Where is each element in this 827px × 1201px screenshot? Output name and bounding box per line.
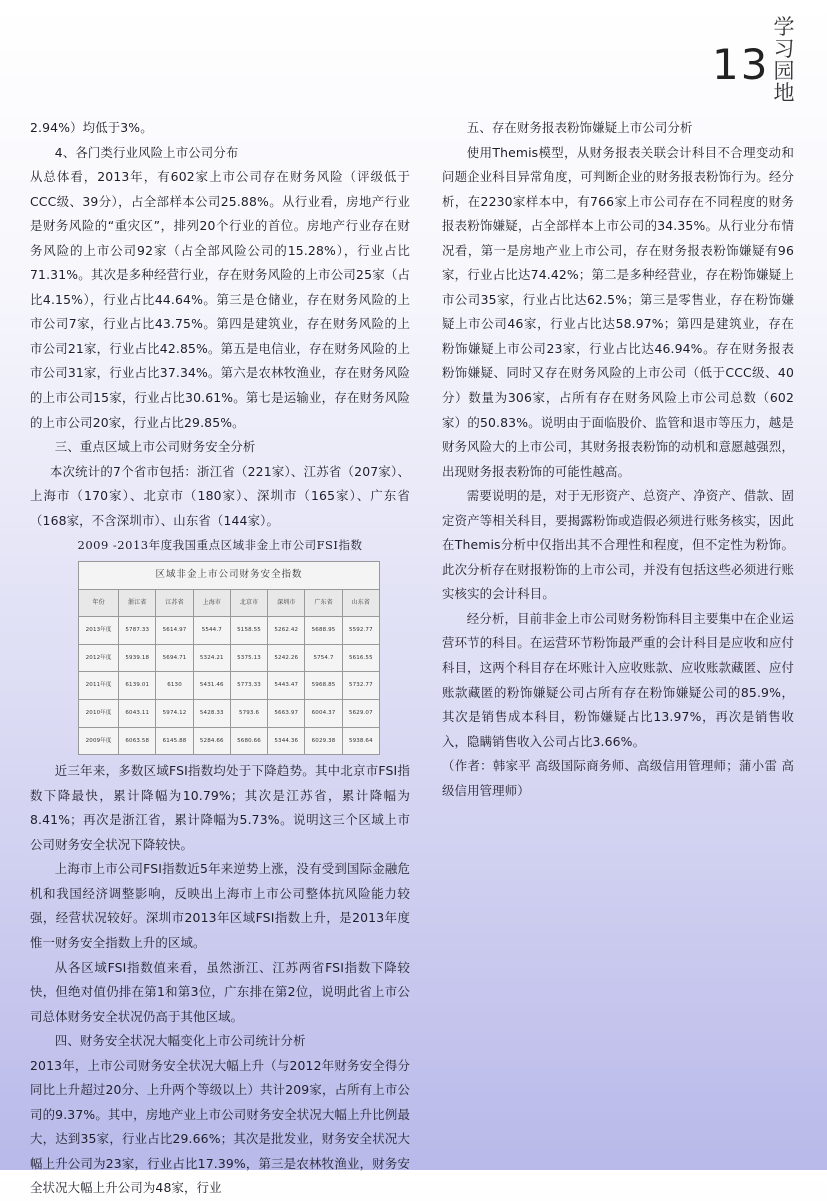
table-row	[79, 700, 380, 728]
paragraph: 需要说明的是，对于无形资产、总资产、净资产、借款、固定资产等相关科目，要揭露粉饰或造假必须进行账务核实，因此在Themis分析中仅指出其不合理性和程度，但不定性为粉饰。此次分析存在财报粉饰的上市公司，并没有包括这些必须进行账实核实的会计科目。	[442, 488, 794, 602]
table-cell: 5592.77	[342, 617, 379, 645]
table-cell: 5242.26	[268, 644, 305, 672]
table-cell: 5431.46	[193, 672, 230, 700]
table-cell: 5694.71	[156, 644, 193, 672]
table-cell: 6029.38	[305, 727, 342, 755]
paragraph: 从各区域FSI指数值来看，虽然浙江、江苏两省FSI指数下降较快，但绝对值仍排在第1和第3位，广东排在第2位，说明此省上市公司总体财务安全状况仍高于其他区域。	[30, 959, 410, 1024]
table-header: 山东省	[342, 589, 379, 617]
section-heading: 五、存在财务报表粉饰嫌疑上市公司分析	[466, 120, 693, 135]
table-cell: 5284.66	[193, 727, 230, 755]
author-note: （作者：韩家平 高级国际商务师、高级信用管理师；蒲小雷 高级信用管理师）	[442, 758, 794, 798]
table-row	[79, 727, 380, 755]
masthead-char: 学	[773, 15, 795, 39]
table-cell: 2009年度	[79, 727, 119, 755]
table-row	[79, 644, 380, 672]
table-header: 上海市	[193, 589, 230, 617]
paragraph: 上海市上市公司FSI指数近5年来逆势上涨，没有受到国际金融危机和我国经济调整影响，反映出上海市上市公司整体抗风险能力较强，经营状况较好。深圳市2013年区域FSI指数上升，是2013年度惟一财务安全指数上升的区域。	[30, 861, 410, 950]
table-header: 深圳市	[268, 589, 305, 617]
table-cell: 5974.12	[156, 700, 193, 728]
table-title: 区域非金上市公司财务安全指数	[79, 562, 380, 590]
table-cell: 5629.07	[342, 700, 379, 728]
section-heading: 四、财务安全状况大幅变化上市公司统计分析	[54, 1033, 306, 1049]
paragraph: 2013年，上市公司财务安全状况大幅上升（与2012年财务安全得分同比上升超过20分、上升两个等级以上）共计209家，占所有上市公司的9.37%。其中，房地产业上市公司财务安全状况大幅上升比例最大，达到35家，行业占比29.66%；其次是批发业，财务安全状况大幅上升公司为23家，行业占比17.39%，第三是农林牧渔业，财务安全状况大幅上升公司为48家，行业	[30, 1057, 410, 1196]
table-cell: 5324.21	[193, 644, 230, 672]
table-header: 浙江省	[119, 589, 156, 617]
table-cell: 5732.77	[342, 672, 379, 700]
table-cell: 5428.33	[193, 700, 230, 728]
table-cell: 5663.97	[268, 700, 305, 728]
masthead-char: 园	[773, 59, 795, 83]
table-cell: 5773.33	[230, 672, 267, 700]
table-cell: 5614.97	[156, 617, 193, 645]
table-cell: 5262.42	[268, 617, 305, 645]
table-cell: 5938.64	[342, 727, 379, 755]
table-header: 北京市	[230, 589, 267, 617]
table-header: 江苏省	[156, 589, 193, 617]
fsi-table	[78, 561, 380, 755]
table-cell: 6004.37	[305, 700, 342, 728]
table-cell: 5680.66	[230, 727, 267, 755]
table-cell: 5787.33	[119, 617, 156, 645]
paragraph: 近三年来，多数区域FSI指数均处于下降趋势。其中北京市FSI指数下降最快，累计降幅为10.79%；其次是江苏省，累计降幅为8.41%；再次是浙江省，累计降幅为5.73%。说明这三个区域上市公司财务安全状况下降较快。	[30, 763, 410, 852]
section-heading: 4、各门类行业风险上市公司分布	[54, 144, 239, 160]
table-cell: 5793.6	[230, 700, 267, 728]
table-cell: 5688.95	[305, 617, 342, 645]
table-cell: 2011年度	[79, 672, 119, 700]
paragraph: 本次统计的7个省市包括：浙江省（221家）、江苏省（207家）、上海市（170家）、北京市（180家）、深圳市（165家）、广东省（168家，不含深圳市）、山东省（144家）。	[30, 463, 410, 528]
table-cell: 5939.18	[119, 644, 156, 672]
figure-caption: 2009 -2013年度我国重点区域非金上市公司FSI指数	[77, 538, 363, 553]
table-cell: 5344.36	[268, 727, 305, 755]
table-cell: 6063.58	[119, 727, 156, 755]
section-heading: 三、重点区域上市公司财务安全分析	[54, 439, 256, 455]
table-cell: 6130	[156, 672, 193, 700]
paragraph: 使用Themis模型，从财务报表关联会计科目不合理变动和问题企业科目异常角度，可判断企业的财务报表粉饰行为。经分析，在2230家样本中，有766家上市公司存在不同程度的财务报表粉饰嫌疑，占全部样本上市公司的34.35%。从行业分布情况看，第一是房地产业上市公司，存在财务报表粉饰嫌疑有96家，行业占比达74.42%；第二是多种经营业，存在粉饰嫌疑上市公司35家，行业占比达62.5%；第三是零售业，存在粉饰嫌疑上市公司46家，行业占比达58.97%；第四是建筑业，存在粉饰嫌疑上市公司23家，行业占比达46.94%。存在财务报表粉饰嫌疑、同时又存在财务风险的上市公司（低于CCC级、40分）数量为306家，占所有存在财务风险上市公司总数（602家）的50.83%。说明由于面临股价、监管和退市等压力，越是财务风险大的上市公司，其财务报表粉饰的动机和意愿越强烈，出现财务报表粉饰的可能性越高。	[442, 144, 794, 479]
table-header: 广东省	[305, 589, 342, 617]
table-cell: 2010年度	[79, 700, 119, 728]
table-header: 年份	[79, 589, 119, 617]
table-row	[79, 672, 380, 700]
table-cell: 5754.7	[305, 644, 342, 672]
masthead-char: 习	[773, 37, 795, 61]
section-masthead	[772, 16, 796, 104]
table-cell: 5375.13	[230, 644, 267, 672]
left-column	[30, 116, 410, 1201]
paragraph: 经分析，目前非金上市公司财务粉饰科目主要集中在企业运营环节的科目。在运营环节粉饰最严重的会计科目是应收和应付科目，这两个科目存在坏账计入应收账款、应收账款藏匿、应付账款藏匿的粉饰嫌疑公司占所有存在粉饰嫌疑公司的85.9%，其次是销售成本科目，粉饰嫌疑占比13.97%，再次是销售收入，隐瞒销售收入公司占比3.66%。	[442, 610, 794, 749]
masthead-char: 地	[773, 81, 795, 105]
page-number: 13	[712, 40, 770, 89]
table-cell: 6145.88	[156, 727, 193, 755]
table-cell: 5443.47	[268, 672, 305, 700]
table-cell: 5616.55	[342, 644, 379, 672]
paragraph: 从总体看，2013年，有602家上市公司存在财务风险（评级低于CCC级、39分），占全部样本公司25.88%。从行业看，房地产行业是财务风险的“重灾区”，排列20个行业的首位。房地产行业存在财务风险的上市公司92家（占全部风险公司的15.28%），行业占比71.31%。其次是多种经营行业，存在财务风险的上市公司25家（占比4.15%），行业占比44.64%。第三是仓储业，存在财务风险的上市公司7家，行业占比43.75%。第四是建筑业，存在财务风险的上市公司21家，行业占比42.85%。第五是电信业，存在财务风险的上市公司31家，行业占比37.34%。第六是农林牧渔业，存在财务风险的上市公司15家，行业占比30.61%。第七是运输业，存在财务风险的上市公司20家，行业占比29.85%。	[30, 169, 410, 430]
table-cell: 5968.85	[305, 672, 342, 700]
table-cell: 5544.7	[193, 617, 230, 645]
table-cell: 2013年度	[79, 617, 119, 645]
right-column	[442, 116, 794, 803]
table-cell: 5158.55	[230, 617, 267, 645]
table-cell: 6139.01	[119, 672, 156, 700]
table-cell: 6043.11	[119, 700, 156, 728]
table-row	[79, 617, 380, 645]
table-cell: 2012年度	[79, 644, 119, 672]
paragraph: 2.94%）均低于3%。	[30, 120, 153, 135]
